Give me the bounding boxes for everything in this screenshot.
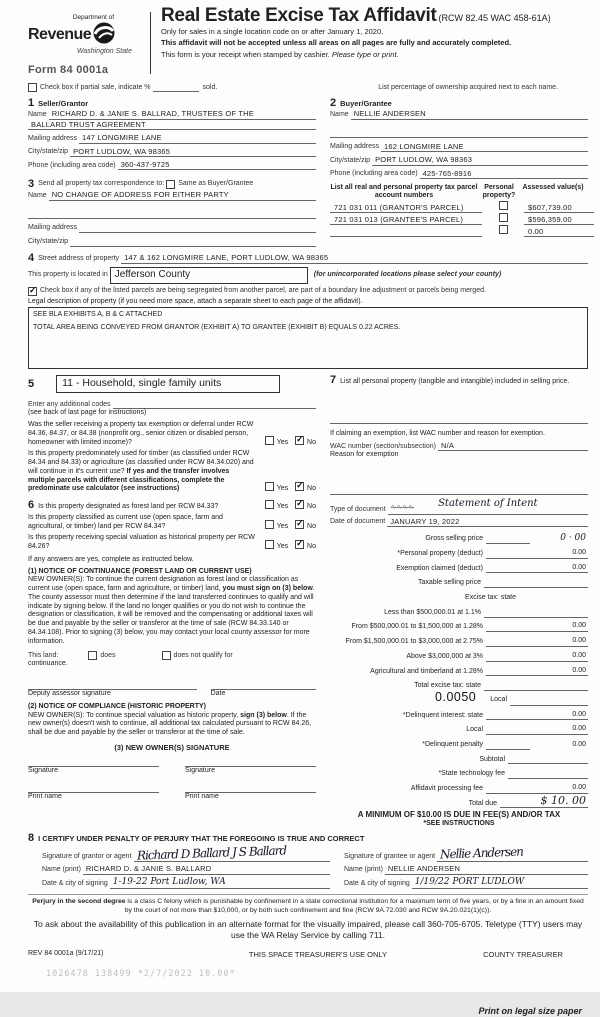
state-technology-fee-field[interactable]: [508, 769, 588, 779]
grantor-city-field[interactable]: PORT LUDLOW, WA 98365: [70, 147, 316, 157]
no-checkbox[interactable]: [295, 540, 304, 549]
grantor-name-field2[interactable]: BALLARD TRUST AGREEMENT: [28, 120, 316, 130]
grantor-name-row: Name RICHARD D. & JANIE S. BALLRAD, TRUSTEES OF THE: [28, 109, 316, 119]
reason-field[interactable]: [330, 484, 588, 495]
street-address-field[interactable]: 147 & 162 LONGMIRE LANE, PORT LUDLOW, WA 98365: [121, 253, 427, 263]
tax-row-exemption: Exemption claimed (deduct) 0.00: [396, 563, 586, 572]
section4: [28, 253, 588, 370]
partial-sale-row: [28, 83, 588, 92]
legal-description-box[interactable]: [28, 307, 588, 369]
section1-heading: 1 Seller/Grantor: [28, 97, 89, 110]
additional-codes-row: Enter any additional codes: [28, 399, 316, 409]
parcel-row: [330, 213, 588, 225]
grantee-name-row2: [330, 128, 588, 138]
section5-heading: 5 11 - Household, single family units: [28, 375, 316, 393]
no-checkbox[interactable]: [295, 520, 304, 529]
personal-property-checkbox[interactable]: [499, 225, 508, 234]
parcel-number-field[interactable]: 721 031 011 (GRANTOR'S PARCEL): [330, 203, 482, 213]
tier4-field[interactable]: 0.00: [530, 652, 588, 662]
tax-row-total-due: Total due $ 10. 00: [468, 793, 586, 807]
grantee-printname-row: Name (print) NELLIE ANDERSEN: [344, 864, 588, 874]
form-number: Form 84 0001a: [28, 63, 109, 76]
new-owner-signature-title: (3) NEW OWNER(S) SIGNATURE: [114, 742, 230, 752]
grantee-phone-row: Phone (including area code) 425-765-8916: [330, 169, 588, 179]
date-of-document-row: Date of document JANUARY 19, 2022: [330, 517, 588, 527]
grantor-city-row: City/state/zip PORT LUDLOW, WA 98365: [28, 147, 316, 157]
section3-heading: 3 Send all property tax correspondence to: Same as Buyer/Grantee: [28, 178, 254, 191]
personal-property-intro: 7 List all personal property (tangible and intangible) included in selling price.: [330, 374, 570, 387]
assessed-value-field[interactable]: $596,359.00: [524, 215, 594, 225]
historic-question-row: [28, 534, 316, 552]
additional-codes-note: (see back of last page for instructions): [28, 409, 147, 417]
county-row: This property is located in Jefferson County (for unincorporated locations please select your county): [28, 267, 588, 284]
wac-row: WAC number (section/subsection) N/A: [330, 441, 588, 451]
no-checkbox[interactable]: [295, 500, 304, 509]
owner-signature-field-1[interactable]: [28, 756, 159, 767]
grantor-phone-row: Phone (including area code) 360-437-9725: [28, 160, 316, 170]
tax-row-delinq-penalty: *Delinquent penalty 0.00: [422, 740, 586, 748]
yes-checkbox[interactable]: [265, 436, 274, 445]
correspondence-mailing-field[interactable]: [79, 223, 316, 233]
correspondence-mailing-row: Mailing address: [28, 223, 316, 233]
correspondence-name-row: Name NO CHANGE OF ADDRESS FOR EITHER PARTY: [28, 190, 316, 200]
rev-number: REV 84 0001a (9/17/21): [28, 950, 104, 958]
certify-row: 8 I CERTIFY UNDER PENALTY OF PERJURY THAT THE FOREGOING IS TRUE AND CORRECT: [28, 832, 365, 845]
additional-codes-field[interactable]: [113, 399, 317, 409]
yes-checkbox[interactable]: [265, 540, 274, 549]
exemption-claimed-field[interactable]: 0.00: [530, 564, 588, 574]
certify-statement: I CERTIFY UNDER PENALTY OF PERJURY THAT THE FOREGOING IS TRUE AND CORRECT: [38, 834, 365, 843]
tax-row-delinq-interest: *Delinquent interest: state 0.00: [402, 710, 586, 719]
this-land-row: This land: does does not qualify for: [28, 651, 233, 659]
no-checkbox[interactable]: [295, 436, 304, 445]
personal-property-col-header: Personal property?: [482, 183, 516, 199]
timber-yesno: Yes ✓ No: [256, 482, 316, 494]
grantee-date-row: Date & city of signing 1/19/22 PORT LUDLOW: [344, 877, 588, 889]
legal-line2: TOTAL AREA BEING CONVEYED FROM GRANTOR (EXHIBIT A) TO GRANTEE (EXHIBIT B) EQUALS 0.22 ACRES.: [33, 324, 401, 332]
form-title: Real Estate Excise Tax Affidavit: [161, 5, 437, 26]
grantor-mailing-field[interactable]: 147 LONGMIRE LANE: [79, 133, 316, 143]
grantee-date-field[interactable]: 1/19/22 PORT LUDLOW: [412, 877, 588, 889]
exemption-yesno: Yes ✓ No: [256, 436, 316, 448]
correspondence-blank-field[interactable]: [28, 209, 316, 219]
print-note: Print on legal size paper: [478, 1005, 582, 1016]
wac-number-field[interactable]: N/A: [438, 441, 588, 451]
partial-sale-percent-field[interactable]: [153, 83, 199, 92]
same-as-buyer-checkbox[interactable]: [166, 180, 175, 189]
grantee-name-field2[interactable]: [330, 128, 588, 138]
assessed-value-field[interactable]: $607,739.00: [524, 203, 594, 213]
tax-row-agricultural: Agricultural and timberland at 1.28% 0.00: [370, 666, 586, 675]
personal-property-deduct-field[interactable]: 0.00: [530, 549, 588, 559]
affidavit-processing-fee-field[interactable]: 0.00: [530, 784, 588, 794]
type-of-document-row: Type of document ∿∿∿∿ Statement of Intent: [330, 501, 588, 515]
grantor-printname-field[interactable]: RICHARD D. & JANIE S. BALLARD: [83, 864, 330, 874]
gross-selling-price-field[interactable]: 0 · 00: [560, 532, 586, 543]
tax-row-excise-header: Excise tax: state: [465, 594, 516, 602]
tax-row-affidavit-fee: Affidavit processing fee 0.00: [410, 784, 586, 792]
grantee-signature-row: Signature of grantee or agent Nellie Andersen: [344, 846, 588, 862]
delinquent-interest-state-field[interactable]: 0.00: [530, 711, 588, 721]
header-sub2: This affidavit will not be accepted unless all areas on all pages are fully and accurately completed.: [161, 38, 512, 48]
grantor-name-row2: [28, 120, 316, 130]
tax-row-local: [330, 692, 588, 705]
historic-question: Is this property receiving special valuation as historical property per RCW 84.26?: [28, 534, 255, 551]
deputy-date-field[interactable]: [211, 679, 316, 690]
parcel-col-header: List all real and personal property tax parcel account numbers: [330, 183, 478, 199]
tax-row-tier3: From $1,500,000.01 to $3,000,000 at 2.75% 0.00: [345, 637, 586, 646]
owner-printname-field-1[interactable]: [28, 782, 159, 793]
tax-row-tier1: Less than $500,000.01 at 1.1%: [330, 604, 588, 617]
tax-row-subtotal: Subtotal: [330, 751, 588, 764]
yes-checkbox[interactable]: [265, 482, 274, 491]
see-instructions-note: *SEE INSTRUCTIONS: [423, 820, 495, 828]
deputy-signature-labels: Deputy assessor signature Date: [28, 690, 226, 698]
treasurer-use-label: THIS SPACE TREASURER'S USE ONLY: [248, 949, 388, 959]
agricultural-field[interactable]: 0.00: [530, 667, 588, 677]
local-rate-and-label: 0.0050 Local: [435, 690, 507, 704]
if-yes-instruction: If any answers are yes, complete as instructed below.: [28, 555, 194, 563]
perjury-note: Perjury in the second degree is a class C felony which is punishable by confinement in a state correctional institution for a maximum term of five years, or by a fine in an amount fixed by the court of not more than $10,000, or by both such confinement and fine (RCW 9A.72.030 and RCW 9A.20.021(1)(c)).: [32, 897, 584, 914]
land-use-code-select[interactable]: 11 - Household, single family units: [56, 375, 280, 393]
tax-row-total-state: Total excise tax: state: [330, 678, 588, 691]
timber-question-row: [28, 450, 316, 494]
yes-checkbox[interactable]: [265, 520, 274, 529]
ownership-note: List percentage of ownership acquired next to each name.: [378, 83, 558, 91]
correspondence-city-field[interactable]: [70, 237, 316, 247]
grantor-date-field[interactable]: 1-19-22 Port Ludlow, WA: [110, 877, 330, 889]
continuance-label: continuance.: [28, 660, 68, 668]
notice2-title: (2) NOTICE OF COMPLIANCE (HISTORIC PROPERTY): [28, 702, 206, 710]
correspondence-blank-row: [28, 209, 316, 219]
subtotal-field[interactable]: [508, 754, 588, 764]
personal-property-checkbox[interactable]: [499, 213, 508, 222]
header: [28, 6, 588, 77]
grantor-printname-row: Name (print) RICHARD D. & JANIE S. BALLARD: [42, 864, 330, 874]
tax-row-delinq-local: Local 0.00: [466, 725, 586, 734]
grantor-signature-field[interactable]: Richard D Ballard J S Ballard: [134, 846, 330, 862]
county-treasurer-label: COUNTY TREASURER: [483, 949, 563, 959]
parcel-row: [330, 225, 588, 237]
forest-yesno: Yes ✓ No: [256, 500, 316, 512]
street-address-field-extra[interactable]: [427, 254, 588, 264]
partial-sale-checkbox[interactable]: [28, 83, 37, 92]
parcel-number-field[interactable]: [330, 236, 482, 237]
washington-state-label: Washington State: [76, 47, 132, 55]
yes-checkbox[interactable]: [265, 500, 274, 509]
grantee-mailing-field[interactable]: 162 LONGMIRE LANE: [381, 142, 588, 152]
revenue-wordmark: Revenue: [28, 25, 92, 43]
header-divider: [150, 12, 151, 74]
forest-question-row: [28, 500, 316, 512]
footer-row: [28, 950, 588, 959]
current-use-yesno: Yes ✓ No: [256, 520, 316, 532]
parcel-row: [330, 201, 588, 213]
partial-sale-label: Check box if partial sale, indicate %: [40, 83, 151, 91]
segregated-checkbox[interactable]: [28, 287, 37, 296]
tax-row-tech-fee: *State technology fee: [330, 766, 588, 779]
assessed-value-col-header: Assessed value(s): [522, 183, 584, 191]
grantor-name-field[interactable]: RICHARD D. & JANIE S. BALLRAD, TRUSTEES OF THE: [49, 109, 316, 119]
grantee-mailing-row: Mailing address 162 LONGMIRE LANE: [330, 142, 588, 152]
county-select[interactable]: Jefferson County: [110, 267, 308, 284]
header-sub1: Only for sales in a single location code on or after January 1, 2020.: [161, 27, 384, 36]
tax-row-taxable: Taxable selling price: [330, 575, 588, 588]
legal-description-label: Legal description of property (if you need more space, attach a separate sheet to each page of the affidavit).: [28, 297, 363, 305]
assessed-value-field[interactable]: 0.00: [524, 227, 594, 237]
date-of-document-field[interactable]: JANUARY 19, 2022: [387, 517, 588, 527]
cashier-stamp: 1026478 138499 *2/7/2022 10.00*: [46, 969, 236, 980]
timber-question: Is this property predominately used for timber (as classified under RCW 84.34 and 84.33) or agriculture (as classified under RCW 84.34.020) and will continue in it's current use? If yes and the transfer involves multiple parcels with different classifications, complete the predominate use calculator (see instructions): [28, 450, 254, 493]
accessibility-note: To ask about the availability of this publication in an alternate format for the visually impaired, please call 360-705-6705. Teletype (TTY) users may use the WA Relay Service by calling 711.: [33, 919, 583, 940]
delinquent-penalty-field[interactable]: 0.00: [572, 740, 586, 748]
parcel-number-field[interactable]: 721 031 013 (GRANTEE'S PARCEL): [330, 215, 482, 225]
grantee-signature-field[interactable]: Nellie Andersen: [437, 846, 588, 862]
partial-sale-sold: sold.: [202, 83, 218, 91]
minimum-due-note: A MINIMUM OF $10.00 IS DUE IN FEE(S) AND/OR TAX: [357, 810, 561, 820]
grantor-mailing-row: Mailing address 147 LONGMIRE LANE: [28, 133, 316, 143]
delinquent-interest-local-field[interactable]: 0.00: [530, 725, 588, 735]
dept-of-label: Department of: [72, 14, 114, 21]
current-use-question: Is this property classified as current use (open space, farm and agricultural, or timber) land per RCW 84.34?: [28, 513, 223, 530]
tier2-field[interactable]: 0.00: [530, 622, 588, 632]
tier3-field[interactable]: 0.00: [530, 637, 588, 647]
type-of-document-handwriting: Statement of Intent: [438, 498, 538, 509]
section7-heading: [330, 375, 588, 387]
correspondence-city-row: City/state/zip: [28, 237, 316, 247]
owner-signature-field-2[interactable]: [185, 756, 316, 767]
personal-property-field[interactable]: [330, 413, 588, 424]
current-use-question-row: [28, 514, 316, 532]
exemption-note: If claiming an exemption, list WAC number and reason for exemption.: [330, 430, 545, 438]
type-of-document-field[interactable]: ∿∿∿∿ Statement of Intent: [388, 501, 588, 515]
no-checkbox[interactable]: [295, 482, 304, 491]
tax-row-personal: *Personal property (deduct) 0.00: [397, 549, 586, 557]
grantor-signature-row: Signature of grantor or agent Richard D Ballard J S Ballard: [42, 846, 330, 862]
form-title-rcw: (RCW 82.45 WAC 458-61A): [438, 13, 551, 23]
header-sub3: This form is your receipt when stamped by cashier. Please type or print.: [161, 49, 399, 59]
taxable-selling-price-field[interactable]: [484, 578, 588, 588]
tax-row-gross: Gross selling price 0 · 00: [425, 532, 586, 543]
footer: [28, 894, 588, 1017]
historic-yesno: Yes ✓ No: [256, 540, 316, 552]
personal-property-checkbox[interactable]: [499, 201, 508, 210]
grantee-city-field[interactable]: PORT LUDLOW, WA 98363: [372, 155, 588, 165]
county-note: (for unincorporated locations please select your county): [313, 270, 502, 278]
does-not-checkbox[interactable]: [162, 651, 171, 660]
segregated-row: ✓ Check box if any of the listed parcels are being segregated from another parcel, are part of a boundary line adjustment or parcels being merged.: [28, 287, 588, 296]
local-rate-value: 0.0050: [435, 690, 477, 704]
notice1-title: (1) NOTICE OF CONTINUANCE (FOREST LAND OR CURRENT USE): [28, 567, 252, 575]
tax-row-tier4: Above $3,000,000 at 3% 0.00: [406, 651, 586, 660]
notice1-body: NEW OWNER(S): To continue the current designation as forest land or classification as current use (open space, farm and agriculture, or timber) land, you must sign on (3) below. The county assessor must then determine if the land transferred continues to qualify and will indicate by signing below. If the land no longer qualifies or you do not wish to continue the designation or classification, it will be removed and the compensating or additional taxes will be due and payable by the seller or transferor at the time of sale (RCW 84.33.140 or 84.34.108). Prior to signing (3) below, you may contact your local county assessor for more information.: [28, 576, 315, 645]
owner-printname-field-2[interactable]: [185, 782, 316, 793]
correspondence-name-field[interactable]: NO CHANGE OF ADDRESS FOR EITHER PARTY: [49, 190, 316, 200]
header-title-block: [161, 6, 551, 59]
grantee-name-row: Name NELLIE ANDERSEN: [330, 109, 588, 119]
legal-line1: SEE BLA EXHIBITS A, B & C ATTACHED: [33, 311, 163, 319]
deputy-signature-row: [28, 679, 316, 690]
grantor-date-row: Date & city of signing 1-19-22 Port Ludlow, WA: [42, 877, 330, 889]
tax-row-tier2: From $500,000.01 to $1,500,000 at 1.28% 0.00: [351, 622, 586, 631]
forest-question: 6 Is this property designated as forest land per RCW 84.33?: [28, 499, 219, 512]
section2-heading: 2 Buyer/Grantee: [330, 97, 392, 110]
revenue-swirl-icon: [93, 22, 115, 48]
owner-signature-block: Signature Print name Signature Print name: [28, 756, 316, 802]
street-address-row: 4 Street address of property 147 & 162 LONGMIRE LANE, PORT LUDLOW, WA 98365: [28, 253, 588, 264]
grantor-phone-field[interactable]: 360-437-9725: [118, 160, 316, 170]
section8: [28, 833, 588, 889]
notice2-body: NEW OWNER(S): To continue special valuation as historic property, sign (3) below. If the new owner(s) doesn't wish to continue, all additional tax calculated pursuant to RCW 84.26, shall be due and payable by the seller or transferor at the time of sale.: [28, 711, 312, 737]
reason-label: Reason for exemption: [330, 451, 399, 459]
total-due-field[interactable]: $ 10. 00: [530, 794, 588, 809]
grantee-name-field[interactable]: NELLIE ANDERSEN: [351, 109, 588, 119]
tax-computation: [330, 531, 588, 829]
parcel-table: [330, 184, 588, 237]
does-checkbox[interactable]: [88, 651, 97, 660]
deputy-signature-field[interactable]: [28, 679, 197, 690]
exemption-question: Was the seller receiving a property tax exemption or deferral under RCW 84.36, 84.37, or 84.38 (nonprofit org., senior citizen or disabled person, homeowner with limited income)?: [28, 421, 254, 446]
tier1-field[interactable]: [484, 608, 588, 618]
local-tax-field[interactable]: [510, 696, 588, 706]
grantee-phone-field[interactable]: 425-765-8916: [420, 169, 588, 179]
exemption-question-row: [28, 421, 316, 447]
dor-logo-block: [28, 6, 146, 77]
grantee-city-row: City/state/zip PORT LUDLOW, WA 98363: [330, 155, 588, 165]
grantee-printname-field[interactable]: NELLIE ANDERSEN: [385, 864, 588, 874]
